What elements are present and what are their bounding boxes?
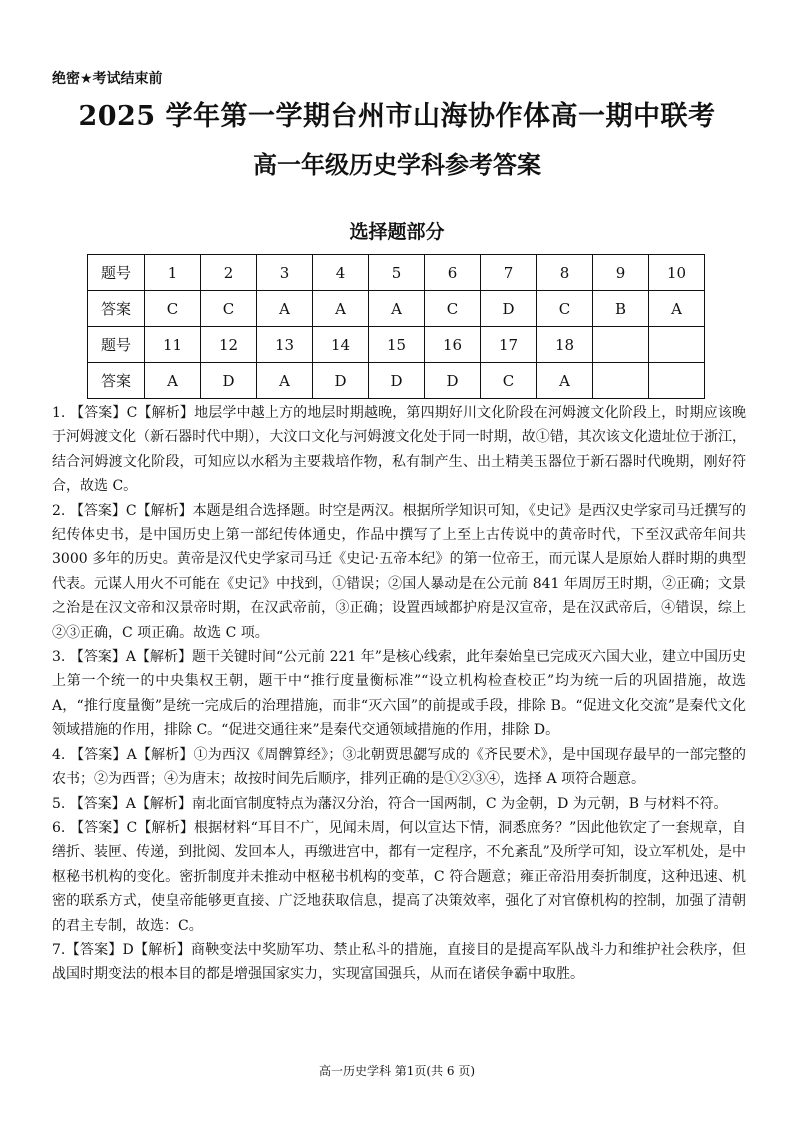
table-row [88, 291, 705, 327]
row-header-cell: 题号 [88, 255, 145, 291]
table-cell: C [201, 291, 257, 327]
table-row [88, 363, 705, 399]
table-cell: 3 [257, 255, 313, 291]
table-cell: 5 [369, 255, 425, 291]
table-cell: C [425, 291, 481, 327]
table-cell: A [313, 291, 369, 327]
table-cell: D [201, 363, 257, 399]
table-cell: D [313, 363, 369, 399]
table-cell: 18 [537, 327, 593, 363]
table-cell: 2 [201, 255, 257, 291]
table-cell: 16 [425, 327, 481, 363]
confidential-label: 绝密★考试结束前 [52, 71, 163, 87]
table-cell: C [481, 363, 537, 399]
multiple-choice-section-title: 选择题部分 [349, 221, 445, 243]
explanation-6: 6. 【答案】C【解析】根据材料“耳目不广，见闻未周，何以宣达下情，洞悉庶务？”因此他钦定了一套规章，自缮折、装匣、传递，到批阅、发回本人，再缴进宫中，都有一定程序，不允紊乱”及所学可知，设立军机处，是中枢秘书机构的变化。密折制度并未推动中枢秘书机构的变革，C 符合题意；雍正帝沿用奏折制度，这种迅速、机密的联系方式，使皇帝能够更直接、广泛地获取信息，提高了决策效率，强化了对官僚机构的控制，加强了清朝的君主专制，故选：C。 [52, 819, 746, 934]
exam-title: 2025 学年第一学期台州市山海协作体高一期中联考 [78, 101, 716, 132]
table-cell: 12 [201, 327, 257, 363]
table-row [88, 327, 705, 363]
table-cell [593, 363, 649, 399]
table-cell: A [145, 363, 201, 399]
table-cell: 4 [313, 255, 369, 291]
page-footer: 高一历史学科 第1页(共 6 页) [318, 1064, 476, 1078]
explanation-7: 7.【答案】D【解析】商鞅变法中奖励军功、禁止私斗的措施，直接目的是提高军队战斗力和维护社会秩序，但战国时期变法的根本目的都是增强国家实力，实现富国强兵，从而在诸侯争霸中取胜。 [52, 941, 746, 983]
table-cell: 15 [369, 327, 425, 363]
explanation-5: 5. 【答案】A【解析】南北面官制度特点为藩汉分治，符合一国两制，C 为金朝，D 为元朝，B 与材料不符。 [52, 795, 728, 812]
table-cell: D [425, 363, 481, 399]
table-cell: 17 [481, 327, 537, 363]
table-cell: 13 [257, 327, 313, 363]
explanation-4: 4. 【答案】A【解析】①为西汉《周髀算经》；③北朝贾思勰写成的《齐民要术》，是中国现存最早的一部完整的农书；②为西晋；④为唐末；故按时间先后顺序，排列正确的是①②③④，选择 A 项符合题意。 [52, 746, 746, 788]
row-header-cell: 答案 [88, 363, 145, 399]
row-header-cell: 题号 [88, 327, 145, 363]
table-cell: 8 [537, 255, 593, 291]
table-cell: B [593, 291, 649, 327]
explanation-3: 3. 【答案】A【解析】题干关键时间“公元前 221 年”是核心线索，此年秦始皇已完成灭六国大业，建立中国历史上第一个统一的中央集权王朝，题干中“推行度量衡标准”“设立机构检查校正”均为统一后的巩固措施，故选 A，“推行度量衡”是统一完成后的治理措施，而非“灭六国”的前提或手段，排除 B。“促进文化交流”是秦代文化领域措施的作用，排除 C。“促进交通往来”是秦代交通领域措施的作用，排除 D。 [52, 649, 746, 739]
table-cell: A [257, 291, 313, 327]
table-cell: D [369, 363, 425, 399]
table-cell [593, 327, 649, 363]
table-cell: A [649, 291, 705, 327]
table-cell: C [537, 291, 593, 327]
table-row [88, 255, 705, 291]
table-cell [649, 327, 705, 363]
explanations [52, 401, 746, 987]
table-cell: 7 [481, 255, 537, 291]
table-cell: 11 [145, 327, 201, 363]
explanation-1: 1. 【答案】C【解析】地层学中越上方的地层时期越晚，第四期好川文化阶段在河姆渡文化阶段上，时期应该晚于河姆渡文化（新石器时代中期），大汶口文化与河姆渡文化处于同一时期，故①错，其次该文化遗址位于浙江，结合河姆渡文化阶段，可知应以水稻为主要栽培作物，私有制产生、出土精美玉器位于新石器时代晚期，刚好符合，故选 C。 [52, 405, 746, 495]
row-header-cell: 答案 [88, 291, 145, 327]
table-cell [649, 363, 705, 399]
table-cell: D [481, 291, 537, 327]
table-cell: 10 [649, 255, 705, 291]
table-cell: 1 [145, 255, 201, 291]
table-cell: C [145, 291, 201, 327]
table-cell: A [369, 291, 425, 327]
table-cell: 14 [313, 327, 369, 363]
table-cell: 9 [593, 255, 649, 291]
table-cell: 6 [425, 255, 481, 291]
table-cell: A [537, 363, 593, 399]
answer-table [87, 254, 705, 399]
table-cell: A [257, 363, 313, 399]
explanation-2: 2. 【答案】C【解析】本题是组合选择题。时空是两汉。根据所学知识可知，《史记》是西汉史学家司马迁撰写的纪传体史书，是中国历史上第一部纪传体通史，作品中撰写了上至上古传说中的黄帝时代，下至汉武帝年间共3000 多年的历史。黄帝是汉代史学家司马迁《史记·五帝本纪》的第一位帝王，而元谋人是原始人群时期的典型代表。元谋人用火不可能在《史记》中找到，①错误；②国人暴动是在公元前 841 年周厉王时期，②正确；文景之治是在汉文帝和汉景帝时期，在汉武帝前，③正确；设置西域都护府是汉宣帝，是在汉武帝后，④错误，综上②③正确，C 项正确。故选 C 项。 [52, 502, 746, 641]
answer-key-subtitle: 高一年级历史学科参考答案 [253, 150, 541, 179]
